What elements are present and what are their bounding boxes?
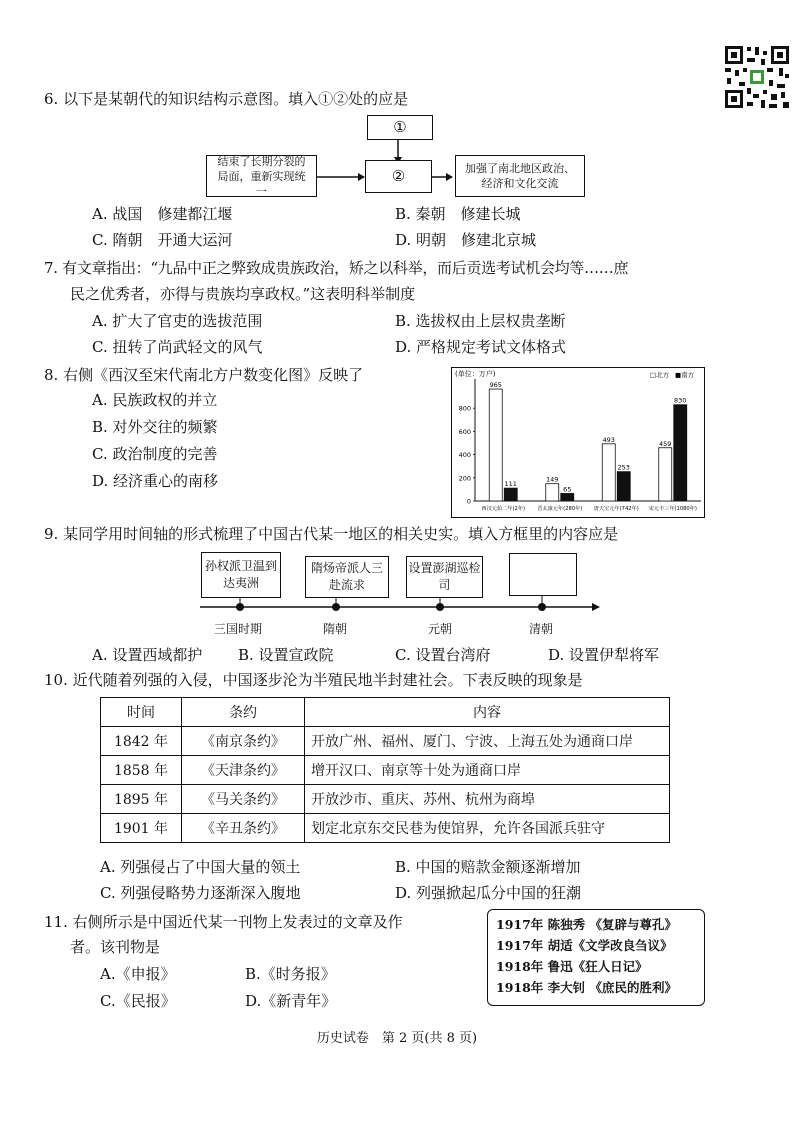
q7-stem-line2: 民之优秀者，亦得与贵族均享政权。”这表明科举制度 [70, 285, 416, 303]
q9-period-4: 清朝 [529, 622, 554, 636]
bar-value-label: 253 [617, 463, 630, 472]
q9-answer-box [509, 553, 577, 596]
table-row [101, 727, 670, 756]
x-category-label: 西汉元始二年(2年) [481, 506, 526, 512]
timeline-dot [436, 603, 444, 611]
article-item: 1918年 李大钊 《庶民的胜利》 [496, 980, 677, 995]
q11-option-c: C.《民报》 [100, 992, 176, 1010]
q10-option-a: A. 列强侵占了中国大量的领土 [100, 858, 301, 876]
article-item: 1917年 陈独秀 《复辟与尊孔》 [496, 917, 677, 932]
timeline-dot [538, 603, 546, 611]
x-category-label: 宋元丰三年(1080年) [648, 506, 697, 512]
x-category-label: 唐天宝元年(742年) [593, 506, 639, 512]
cell-content: 增开汉口、南京等十处为通商口岸 [305, 756, 670, 785]
q11-option-a: A.《申报》 [100, 965, 176, 983]
q9-period-3: 元朝 [428, 622, 453, 636]
cell-content: 开放广州、福州、厦门、宁波、上海五处为通商口岸 [305, 727, 670, 756]
q6-option-d: D. 明朝 修建北京城 [395, 231, 537, 249]
q9-option-b: B. 设置宣政院 [238, 646, 334, 664]
q9-event-3: 设置澎湖巡检司 [406, 556, 483, 598]
col-header-treaty: 条约 [182, 698, 305, 727]
q7-stem-line1: 7. 有文章指出：“九品中正之弊致成贵族政治，矫之以科举，而后贡选考试机会均等……庶 [44, 259, 629, 277]
q8-option-d: D. 经济重心的南移 [92, 472, 219, 490]
cell-treaty: 《辛丑条约》 [182, 814, 305, 843]
bar-north [602, 444, 615, 501]
q6-stem: 6. 以下是某朝代的知识结构示意图。填入①②处的应是 [44, 90, 409, 108]
q10-stem: 10. 近代随着列强的入侵，中国逐步沦为半殖民地半封建社会。下表反映的现象是 [44, 671, 583, 689]
cell-treaty: 《南京条约》 [182, 727, 305, 756]
q9-option-c: C. 设置台湾府 [395, 646, 491, 664]
bar-value-label: 65 [563, 485, 572, 494]
bar-value-label: 459 [659, 439, 672, 448]
q9-period-1: 三国时期 [214, 622, 263, 636]
legend-north: □北方 [650, 371, 670, 379]
q9-option-a: A. 设置西域都护 [92, 646, 203, 664]
y-tick-label: 0 [466, 497, 471, 506]
q10-option-c: C. 列强侵略势力逐渐深入腹地 [100, 884, 301, 902]
bar-south [674, 405, 687, 501]
qr-code-image [723, 44, 791, 110]
cell-treaty: 《马关条约》 [182, 785, 305, 814]
page-footer: 历史试卷 第 2 页(共 8 页) [316, 1031, 478, 1046]
q8-option-a: A. 民族政权的并立 [92, 391, 218, 409]
article-item: 1918年 鲁迅《狂人日记》 [496, 959, 648, 974]
q9-option-d: D. 设置伊犁将军 [548, 646, 660, 664]
q10-option-b: B. 中国的赔款金额逐渐增加 [395, 858, 581, 876]
q6-box-left: 结束了长期分裂的局面，重新实现统一 [206, 155, 317, 197]
q9-event-1: 孙权派卫温到达夷洲 [201, 552, 281, 598]
q6-box-right: 加强了南北地区政治、经济和文化交流 [455, 155, 585, 197]
q8-option-b: B. 对外交往的频繁 [92, 418, 218, 436]
q11-option-b: B.《时务报》 [245, 965, 336, 983]
q10-option-d: D. 列强掀起瓜分中国的狂潮 [395, 884, 582, 902]
timeline-dot [236, 603, 244, 611]
bar-value-label: 149 [546, 475, 559, 484]
bar-value-label: 111 [504, 480, 517, 489]
bar-south [561, 493, 574, 501]
q9-stem: 9. 某同学用时间轴的形式梳理了中国古代某一地区的相关史实。填入方框里的内容应是 [44, 525, 619, 543]
timeline-dot [332, 603, 340, 611]
q6-option-b: B. 秦朝 修建长城 [395, 205, 521, 223]
y-tick-label: 400 [458, 451, 471, 460]
bar-south [504, 488, 517, 501]
q6-box-top: ① [367, 115, 433, 140]
legend-south: ■南方 [675, 371, 695, 379]
q6-option-c: C. 隋朝 开通大运河 [92, 231, 233, 249]
bar-value-label: 493 [602, 435, 615, 444]
y-tick-label: 600 [458, 427, 471, 436]
bar-south [617, 472, 630, 501]
q11-article-box [487, 909, 705, 1006]
cell-time: 1842 年 [101, 727, 182, 756]
cell-time: 1895 年 [101, 785, 182, 814]
q10-treaty-table [100, 697, 670, 843]
col-header-time: 时间 [101, 698, 182, 727]
q9-period-2: 隋朝 [323, 622, 348, 636]
q6-option-a: A. 战国 修建都江堰 [92, 205, 233, 223]
bar-north [489, 389, 502, 501]
cell-content: 划定北京东交民巷为使馆界，允许各国派兵驻守 [305, 814, 670, 843]
q11-stem-line2: 者。该刊物是 [70, 938, 161, 956]
table-row [101, 756, 670, 785]
q11-option-d: D.《新青年》 [245, 992, 337, 1010]
cell-time: 1901 年 [101, 814, 182, 843]
bar-value-label: 830 [674, 396, 687, 405]
q11-stem-line1: 11. 右侧所示是中国近代某一刊物上发表过的文章及作 [44, 913, 403, 931]
q7-option-a: A. 扩大了官吏的选拔范围 [92, 312, 263, 330]
table-header-row [101, 698, 670, 727]
bar-value-label: 965 [489, 381, 502, 390]
bar-north [546, 484, 559, 501]
table-row [101, 785, 670, 814]
q9-event-2: 隋炀帝派人三赴流求 [305, 556, 389, 598]
y-tick-label: 800 [458, 404, 471, 413]
col-header-content: 内容 [305, 698, 670, 727]
bar-north [659, 448, 672, 501]
table-row [101, 814, 670, 843]
article-item: 1917年 胡适《文学改良刍议》 [496, 938, 673, 953]
q7-option-c: C. 扭转了尚武轻文的风气 [92, 338, 263, 356]
q7-option-d: D. 严格规定考试文体格式 [395, 338, 567, 356]
y-tick-label: 200 [458, 474, 471, 483]
chart-unit-label: (单位：万户) [455, 370, 496, 378]
q8-option-c: C. 政治制度的完善 [92, 445, 218, 463]
q8-stem: 8. 右侧《西汉至宋代南北方户数变化图》反映了 [44, 366, 364, 384]
cell-time: 1858 年 [101, 756, 182, 785]
household-bar-chart [451, 367, 705, 518]
q6-box-mid: ② [365, 160, 432, 193]
x-category-label: 晋太康元年(280年) [537, 506, 583, 512]
q7-option-b: B. 选拔权由上层权贵垄断 [395, 312, 566, 330]
q9-timeline-axis [196, 596, 604, 616]
cell-treaty: 《天津条约》 [182, 756, 305, 785]
cell-content: 开放沙市、重庆、苏州、杭州为商埠 [305, 785, 670, 814]
